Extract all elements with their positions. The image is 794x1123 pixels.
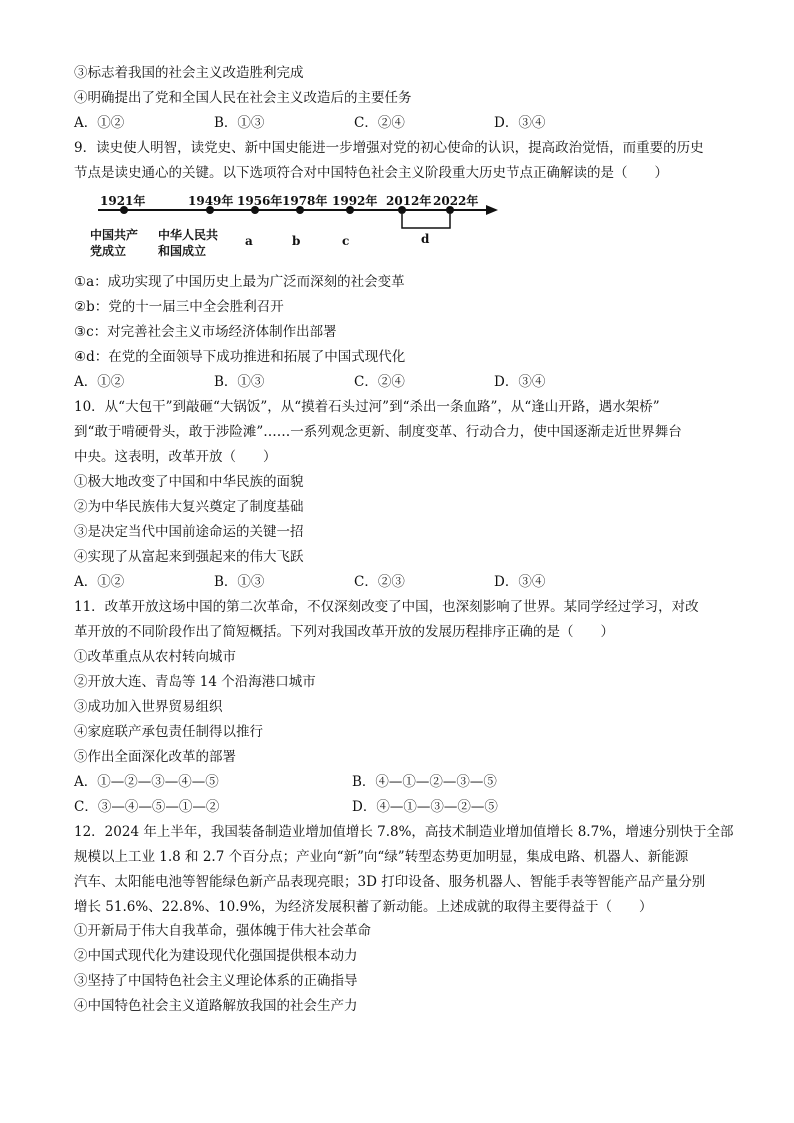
q9-stem-line-2: 节点是读史通心的关键。以下选项符合对中国特色社会主义阶段重大历史节点正确解读的是（ ） [74,165,668,181]
year-1992: 1992年 [332,194,378,208]
q8-option-a: A．①② [74,115,125,131]
q11-option-c: C．③—④—⑤—①—② [74,799,220,815]
q8-option-b: B．①③ [214,115,265,131]
q11-stem-line-2: 革开放的不同阶段作出了简短概括。下列对我国改革开放的发展历程排序正确的是（ ） [74,624,614,640]
q10-option-c: C．②③ [354,574,405,590]
q10-item-1: ①极大地改变了中国和中华民族的面貌 [74,474,304,490]
q11-stem-line-1: 11．改革开放这场中国的第二次革命，不仅深刻改变了中国，也深刻影响了世界。某同学经过学习，对改 [74,599,699,615]
q10-options [74,573,674,591]
label-c: c [342,234,350,248]
q12-item-3: ③坚持了中国特色社会主义理论体系的正确指导 [74,973,358,989]
q8-item-4: ④明确提出了党和全国人民在社会主义改造后的主要任务 [74,90,412,106]
q9-item-2: ②b：党的十一届三中全会胜利召开 [74,299,284,315]
q9-item-1: ①a：成功实现了中国历史上最为广泛而深刻的社会变革 [74,274,405,290]
q11-item-3: ③成功加入世界贸易组织 [74,699,223,715]
q10-option-d: D．③④ [494,574,546,590]
q10-stem-line-1: 10．从“大包干”到敲砸“大锅饭”，从“摸着石头过河”到“杀出一条血路”，从“逢山开路，遇水架桥” [74,399,660,415]
q9-option-d: D．③④ [494,374,546,390]
year-2012: 2012年 [386,194,432,208]
q10-stem-line-2: 到“敢于啃硬骨头，敢于涉险滩”……一系列观念更新、制度变革、行动合力，使中国逐渐走近世界舞台 [74,424,682,440]
q9-option-b: B．①③ [214,374,265,390]
year-1978: 1978年 [282,194,328,208]
q9-stem-line-1: 9．读史使人明智，读党史、新中国史能进一步增强对党的初心使命的认识，提高政治觉悟，而重要的历史 [74,140,704,156]
label-a: a [245,234,253,248]
q12-stem-line-2: 规模以上工业 1.8 和 2.7 个百分点；产业向“新”向“绿”转型态势更加明显，集成电路、机器人、新能源 [74,849,689,865]
label-b: b [292,234,301,248]
q11-option-a: A．①—②—③—④—⑤ [74,774,219,790]
q9-option-c: C．②④ [354,374,405,390]
q12-item-2: ②中国式现代化为建设现代化强国提供根本动力 [74,948,358,964]
q9-item-3: ③c：对完善社会主义市场经济体制作出部署 [74,324,337,340]
q11-item-4: ④家庭联产承包责任制得以推行 [74,724,263,740]
q11-options-row-1 [74,773,674,791]
label-1921-line-1: 中国共产 [90,228,139,242]
q10-item-4: ④实现了从富起来到强起来的伟大飞跃 [74,549,304,565]
year-1921: 1921年 [100,194,146,208]
year-1956: 1956年 [237,194,283,208]
q12-stem-line-1: 12．2024 年上半年，我国装备制造业增加值增长 7.8%，高技术制造业增加值增长 8.7%，增速分别快于全部 [74,824,734,840]
q12-stem-line-3: 汽车、太阳能电池等智能绿色新产品表现亮眼；3D 打印设备、服务机器人、智能手表等智能产品产量分别 [74,874,706,890]
q10-item-2: ②为中华民族伟大复兴奠定了制度基础 [74,499,304,515]
year-2022: 2022年 [433,194,479,208]
q11-option-b: B．④—①—②—③—⑤ [352,774,497,790]
q11-item-2: ②开放大连、青岛等 14 个沿海港口城市 [74,674,316,690]
q12-stem-line-4: 增长 51.6%、22.8%、10.9%，为经济发展积蓄了新动能。上述成就的取得主要得益于（ ） [74,899,653,915]
q11-options-row-2 [74,798,674,816]
q12-item-1: ①开新局于伟大自我革命，强体魄于伟大社会革命 [74,923,371,939]
q9-option-a: A．①② [74,374,125,390]
label-1921-line-2: 党成立 [90,244,127,258]
q10-option-b: B．①③ [214,574,265,590]
q9-item-4: ④d：在党的全面领导下成功推进和拓展了中国式现代化 [74,349,406,365]
d-bracket [402,214,450,228]
q8-item-3: ③标志着我国的社会主义改造胜利完成 [74,65,304,81]
q9-options [74,373,674,391]
q11-option-d: D．④—①—③—②—⑤ [352,799,498,815]
q10-option-a: A．①② [74,574,125,590]
q11-item-5: ⑤作出全面深化改革的部署 [74,749,236,765]
q8-option-d: D．③④ [494,115,546,131]
q10-stem-line-3: 中央。这表明，改革开放（ ） [74,449,277,465]
q8-option-c: C．②④ [354,115,405,131]
label-d: d [421,232,430,246]
q9-timeline [88,192,508,262]
year-1949: 1949年 [188,194,234,208]
label-1949-line-2: 和国成立 [158,244,207,258]
q11-item-1: ①改革重点从农村转向城市 [74,649,236,665]
q8-options [74,114,674,132]
label-1949-line-1: 中华人民共 [158,228,219,242]
q10-item-3: ③是决定当代中国前途命运的关键一招 [74,524,304,540]
q12-item-4: ④中国特色社会主义道路解放我国的社会生产力 [74,998,358,1014]
